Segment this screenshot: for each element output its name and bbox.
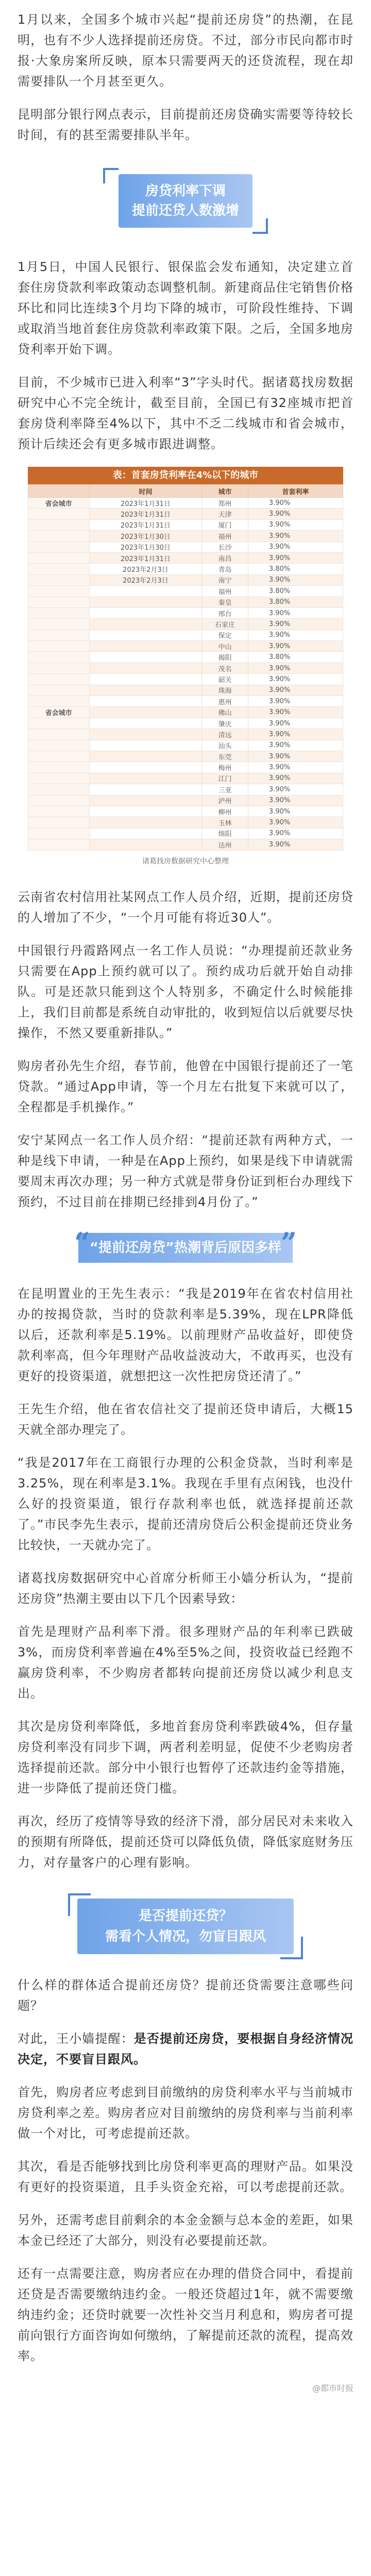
table-row xyxy=(28,519,343,530)
table-row xyxy=(28,740,343,751)
table-row xyxy=(28,685,343,696)
table-cell-region xyxy=(28,696,90,707)
table-cell-rate: 3.90% xyxy=(248,740,343,751)
table-row xyxy=(28,630,343,640)
table-header: 首套利率 xyxy=(248,485,343,498)
table-cell-region xyxy=(28,685,90,696)
table-cell-rate: 3.90% xyxy=(248,619,343,630)
paragraph: 还有一点需要注意，购房者应在办理的借贷合同中，看提前还贷是否需要缴纳违约金。一般还贷超过1年，就不需要缴纳违约金；还贷时就要一次性补交当月利息和，购房者可提前向银行方面咨询如何缴纳，了解提前还款的流程，提高效率。 xyxy=(18,2266,353,2363)
table-row xyxy=(28,564,343,574)
table-cell-time xyxy=(89,663,202,673)
table-cell-region xyxy=(28,729,90,740)
paragraph: 在昆明置业的王先生表示：“我是2019年在省农村信用社办的按揭贷款，当时的贷款利率是5.39%，现在LPR降低以后，还款利率是5.19%。以前理财产品收益好，即使贷款利率高，但今年理财产品收益波动大，不敢再买，也没有更好的投资渠道，就想把这一次性把房贷还清了。” xyxy=(18,1286,353,1383)
table-cell-rate: 3.90% xyxy=(248,795,343,806)
table-row xyxy=(28,839,343,850)
table-cell-region xyxy=(28,663,90,673)
table-cell-region: 省会城市 xyxy=(28,498,90,509)
table-cell-rate: 3.90% xyxy=(248,828,343,839)
table-cell-time: 2023年2月3日 xyxy=(89,574,202,585)
table-cell-time xyxy=(89,619,202,630)
table-row xyxy=(28,696,343,707)
table-cell-city: 厦门 xyxy=(202,519,248,530)
table-row xyxy=(28,531,343,541)
table-cell-time xyxy=(89,806,202,817)
table-cell-region xyxy=(28,519,90,530)
table-cell-city: 玉林 xyxy=(202,817,248,828)
table-row xyxy=(28,641,343,652)
paragraph xyxy=(18,2028,353,2070)
table-cell-region xyxy=(28,784,90,795)
table-title: 表：首套房贷利率在4%以下的城市 xyxy=(28,467,343,484)
table-cell-time xyxy=(89,641,202,652)
table-header: 城市 xyxy=(202,485,248,498)
table-row xyxy=(28,729,343,740)
table-row xyxy=(28,806,343,817)
paragraph: 再次，经历了疫情等导致的经济下滑，部分居民对未来收入的预期有所降低，提前还贷可以降低负债，降低家庭财务压力，对存量客户的心理有影响。 xyxy=(18,1814,353,1870)
heading-line: 提前还贷人数激增 xyxy=(131,203,239,218)
table-cell-region xyxy=(28,641,90,652)
table-cell-rate: 3.90% xyxy=(248,531,343,541)
table-cell-rate: 3.90% xyxy=(248,498,343,509)
table-cell-time xyxy=(89,762,202,773)
heading-line: 是否提前还贷？ xyxy=(138,1908,232,1924)
paragraph: 云南省农村信用社某网点工作人员介绍，近期，提前还房贷的人增加了不少，“一个月可能有将近30人”。 xyxy=(18,889,353,925)
table-cell-rate: 3.90% xyxy=(248,509,343,519)
table-cell-city: 清远 xyxy=(202,729,248,740)
table-row xyxy=(28,751,343,761)
table-cell-rate: 3.90% xyxy=(248,641,343,652)
paragraph: 安宁某网点一名工作人员介绍：“提前还款有两种方式，一种是线下申请，一种是在App上预约，如果是线下申请就需要周末再次办理；另一种方式就是带身份证到柜台办理线下预约，不过目前在排期已经排到4月份了。” xyxy=(18,1132,353,1209)
quote-mark-icon: ” xyxy=(280,1226,297,1259)
table-cell-region xyxy=(28,762,90,773)
paragraph: 中国银行丹霞路网点一名工作人员说：“办理提前还款业务只需要在App上预约就可以了。预约成功后就开始自动排队。可是还款只能到这个人特别多，不确定什么时候能排上，我们目前都是系统自动审批的，收到短信以后就要尽快操作，不然又要重新排队。” xyxy=(18,943,353,1040)
table-cell-region xyxy=(28,795,90,806)
table-cell-city: 揭阳 xyxy=(202,652,248,663)
table-row xyxy=(28,586,343,597)
table-cell-region xyxy=(28,586,90,597)
paragraph: 诸葛找房数据研究中心首席分析师王小嫱分析认为，“提前还房贷”热潮主要由以下几个因素导致： xyxy=(18,1570,353,1606)
table-cell-region xyxy=(28,552,90,563)
table-cell-rate: 3.80% xyxy=(248,597,343,607)
table-cell-rate: 3.90% xyxy=(248,784,343,795)
table-cell-city: 绵阳 xyxy=(202,828,248,839)
table-cell-city: 天津 xyxy=(202,509,248,519)
table-cell-time xyxy=(89,586,202,597)
table-cell-rate: 3.90% xyxy=(248,817,343,828)
table-cell-time xyxy=(89,707,202,718)
table-cell-time xyxy=(89,740,202,751)
table-row xyxy=(28,828,343,839)
table-cell-region xyxy=(28,564,90,574)
table-cell-city: 青岛 xyxy=(202,564,248,574)
table-cell-city: 福州 xyxy=(202,531,248,541)
table-cell-rate: 3.80% xyxy=(248,564,343,574)
section-heading-1 xyxy=(108,166,263,236)
table-cell-rate: 3.80% xyxy=(248,586,343,597)
corner-decoration xyxy=(280,1937,303,1959)
table-cell-region xyxy=(28,531,90,541)
table-cell-time xyxy=(89,597,202,607)
table-cell-region xyxy=(28,828,90,839)
table-row xyxy=(28,541,343,552)
table-cell-region xyxy=(28,839,90,850)
paragraph: 昆明部分银行网点表示，目前提前还房贷确实需要等待较长时间，有的甚至需要排队半年。 xyxy=(18,107,353,142)
table-cell-time xyxy=(89,839,202,850)
table-cell-time: 2023年1月31日 xyxy=(89,519,202,530)
table-cell-city: 柳州 xyxy=(202,806,248,817)
table-cell-city: 长沙 xyxy=(202,541,248,552)
section-heading-2 xyxy=(74,1226,297,1263)
table-cell-time: 2023年1月30日 xyxy=(89,541,202,552)
table-cell-city: 保定 xyxy=(202,630,248,640)
table-cell-city: 江门 xyxy=(202,773,248,784)
table-cell-rate: 3.90% xyxy=(248,541,343,552)
heading-line: “提前还房贷”热潮背后原因多样 xyxy=(78,1233,293,1263)
table-row xyxy=(28,795,343,806)
table-cell-rate: 3.90% xyxy=(248,519,343,530)
table-cell-region xyxy=(28,652,90,663)
table-cell-city: 南昌 xyxy=(202,552,248,563)
table-cell-city: 石家庄 xyxy=(202,619,248,630)
section-heading-3 xyxy=(57,1893,314,1954)
table-cell-rate: 3.90% xyxy=(248,806,343,817)
table-cell-city: 泸州 xyxy=(202,795,248,806)
table-cell-rate: 3.90% xyxy=(248,773,343,784)
table-cell-rate: 3.90% xyxy=(248,663,343,673)
table-cell-rate: 3.90% xyxy=(248,574,343,585)
table-cell-time: 2023年1月31日 xyxy=(89,509,202,519)
table-header xyxy=(28,485,90,498)
table-cell-region xyxy=(28,619,90,630)
table-row xyxy=(28,773,343,784)
table-cell-time: 2023年1月31日 xyxy=(89,552,202,563)
table-cell-city: 三亚 xyxy=(202,784,248,795)
table-cell-time xyxy=(89,828,202,839)
table-cell-city: 梅州 xyxy=(202,762,248,773)
table-row xyxy=(28,607,343,618)
table-cell-time xyxy=(89,685,202,696)
table-cell-region xyxy=(28,674,90,685)
table-source: 诸葛找房数据研究中心整理 xyxy=(142,857,229,866)
paragraph: 其次，看是否能够找到比房贷利率更高的理财产品。如果没有更好的投资渠道，且手头资金充裕，可以考虑提前还款。 xyxy=(18,2159,353,2194)
table-row xyxy=(28,707,343,718)
paragraph: “我是2017年在工商银行办理的公积金贷款，当时利率是3.25%，现在利率是3.1%。我现在手里有点闲钱，也没什么好的投资渠道，银行存款利率也低，就选择提前还款了。”市民李先生表示，提前还清房贷后公积金提前还贷业务比较快，一天就办完了。 xyxy=(18,1455,353,1552)
table-cell-city: 郑州 xyxy=(202,498,248,509)
table-row xyxy=(28,498,343,509)
table-cell-region xyxy=(28,773,90,784)
table-cell-time xyxy=(89,652,202,663)
rates-table-card xyxy=(28,467,343,866)
paragraph: 购房者孙先生介绍，春节前，他曾在中国银行提前还了一笔贷款。“通过App申请，等一个月左右批复下来就可以了，全程都是手机操作。” xyxy=(18,1058,353,1114)
table-cell-rate: 3.90% xyxy=(248,751,343,761)
table-cell-time: 2023年2月3日 xyxy=(89,564,202,574)
table-row xyxy=(28,674,343,685)
heading-line: 房贷利率下调 xyxy=(145,183,226,199)
table-header: 时间 xyxy=(89,485,202,498)
table-cell-rate: 3.90% xyxy=(248,718,343,728)
table-row xyxy=(28,619,343,630)
table-cell-region xyxy=(28,541,90,552)
paragraph: 1月以来，全国多个城市兴起“提前还房贷”的热潮，在昆明，也有不少人选择提前还房贷。不过，部分市民向都市时报·大象房案所反映，原本只需要两天的还贷流程，现在却需要排队一个月甚至更久。 xyxy=(18,12,353,89)
table-row xyxy=(28,817,343,828)
table-row xyxy=(28,762,343,773)
table-cell-city: 南宁 xyxy=(202,574,248,585)
table-cell-city: 惠州 xyxy=(202,696,248,707)
table-cell-city: 珠海 xyxy=(202,685,248,696)
table-cell-city: 韶关 xyxy=(202,674,248,685)
table-cell-city: 中山 xyxy=(202,641,248,652)
table-cell-rate: 3.90% xyxy=(248,685,343,696)
corner-decoration xyxy=(68,1893,91,1916)
table-cell-region xyxy=(28,574,90,585)
table-row xyxy=(28,509,343,519)
corner-decoration xyxy=(103,168,119,183)
table-cell-rate: 3.90% xyxy=(248,729,343,740)
table-cell-rate: 3.90% xyxy=(248,707,343,718)
table-cell-rate: 3.80% xyxy=(248,652,343,663)
table-cell-region: 省会城市 xyxy=(28,707,90,718)
table-cell-region xyxy=(28,607,90,618)
table-cell-time xyxy=(89,607,202,618)
table-cell-rate: 3.90% xyxy=(248,674,343,685)
heading-line: 需看个人情况，勿盲目跟风 xyxy=(105,1928,266,1944)
paragraph: 另外，还需考虑目前剩余的本金金额与总本金的差距，如果本金已经还了大部分，则没有必要提前还款。 xyxy=(18,2212,353,2248)
paragraph: 1月5日，中国人民银行、银保监会发布通知，决定建立首套住房贷款利率政策动态调整机制。新建商品住宅销售价格环比和同比连续3个月均下降的城市，可阶段性维持、下调或取消当地首套住房贷款利率政策下限。之后，全国多地房贷利率开始下调。 xyxy=(18,260,353,357)
table-cell-city: 福州 xyxy=(202,586,248,597)
table-cell-time xyxy=(89,718,202,728)
table-cell-time xyxy=(89,773,202,784)
table-cell-region xyxy=(28,817,90,828)
paragraph: 目前，不少城市已进入利率“3”字头时代。据诸葛找房数据研究中心不完全统计，截至目前，全国已有32座城市把首套房贷利率降至4%以下，其中不乏二线城市和省会城市，预计后续还会有更多城市跟进调整。 xyxy=(18,375,353,451)
table-row xyxy=(28,574,343,585)
paragraph: 首先是理财产品利率下滑。很多理财产品的年利率已跌破3%，而房贷利率普遍在4%至5%之间，投资收益已经跑不赢房贷利率，不少购房者都转向提前还房贷以减少利息支出。 xyxy=(18,1624,353,1701)
table-cell-time xyxy=(89,817,202,828)
table-cell-city: 肇庆 xyxy=(202,718,248,728)
paragraph: 首先，购房者应考虑到目前缴纳的房贷利率水平与当前城市房贷利率之差。购房者应对目前缴纳的房贷利率与当前利率做一个对比，可考虑提前还款。 xyxy=(18,2084,353,2141)
table-cell-rate: 3.90% xyxy=(248,696,343,707)
table-cell-city: 汕头 xyxy=(202,740,248,751)
table-cell-rate: 3.90% xyxy=(248,630,343,640)
table-cell-city: 达州 xyxy=(202,839,248,850)
table-cell-region xyxy=(28,806,90,817)
table-cell-rate: 3.90% xyxy=(248,552,343,563)
table-cell-city: 茂名 xyxy=(202,663,248,673)
table-cell-rate: 3.90% xyxy=(248,839,343,850)
paragraph: 什么样的群体适合提前还房贷？提前还贷需要注意哪些问题？ xyxy=(18,1977,353,2013)
paragraph: 王先生介绍，他在省农信社交了提前还贷申请后，大概15天就全部办理完了。 xyxy=(18,1401,353,1437)
table-cell-time xyxy=(89,630,202,640)
table-cell-rate: 3.90% xyxy=(248,607,343,618)
table-cell-time xyxy=(89,795,202,806)
corner-decoration xyxy=(252,218,268,234)
rates-table xyxy=(28,484,343,851)
table-cell-rate: 3.90% xyxy=(248,762,343,773)
table-cell-region xyxy=(28,630,90,640)
table-cell-time xyxy=(89,751,202,761)
table-cell-city: 东莞 xyxy=(202,751,248,761)
table-row xyxy=(28,784,343,795)
table-cell-region xyxy=(28,597,90,607)
table-cell-time: 2023年1月30日 xyxy=(89,531,202,541)
table-row xyxy=(28,552,343,563)
table-cell-time xyxy=(89,784,202,795)
table-cell-time: 2023年1月31日 xyxy=(89,498,202,509)
quote-mark-icon: “ xyxy=(74,1226,91,1259)
table-cell-time xyxy=(89,674,202,685)
table-row xyxy=(28,652,343,663)
table-cell-city: 秦皇 xyxy=(202,597,248,607)
table-cell-time xyxy=(89,696,202,707)
table-row xyxy=(28,718,343,728)
source-watermark: @都市时报 xyxy=(312,2383,353,2393)
table-cell-region xyxy=(28,740,90,751)
paragraph-lead: 对此，王小嫱提醒： xyxy=(18,2031,134,2046)
paragraph-emphasis: 是否提前还房贷，要根据自身经济情况决定，不要盲目跟风。 xyxy=(18,2031,354,2066)
table-cell-city: 邢台 xyxy=(202,607,248,618)
table-cell-time xyxy=(89,729,202,740)
table-cell-city: 佛山 xyxy=(202,707,248,718)
table-row xyxy=(28,597,343,607)
table-cell-region xyxy=(28,718,90,728)
table-cell-region xyxy=(28,751,90,761)
table-row xyxy=(28,663,343,673)
paragraph: 其次是房贷利率降低，多地首套房贷利率跌破4%，但存量房贷利率没有同步下调，两者利差明显，促使不少老购房者选择提前还款。部分中小银行也暂停了还款违约金等措施，进一步降低了提前还贷门槛。 xyxy=(18,1719,353,1795)
table-cell-region xyxy=(28,509,90,519)
